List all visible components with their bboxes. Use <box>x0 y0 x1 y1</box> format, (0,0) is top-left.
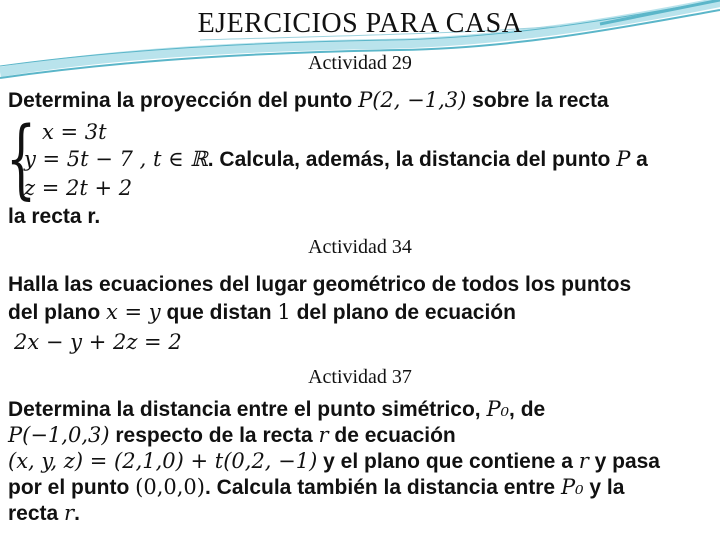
text: del plano <box>8 301 107 324</box>
activity-29-heading: Actividad 29 <box>308 52 412 74</box>
text: de ecuación <box>328 424 456 447</box>
system-brace: { <box>6 109 37 209</box>
activity-37-line-5 <box>8 500 80 527</box>
text: recta <box>8 502 65 525</box>
math: r <box>318 423 329 447</box>
math: P <box>616 147 631 171</box>
text: del plano de ecuación <box>290 301 516 324</box>
page-title: EJERCICIOS PARA CASA <box>197 8 523 39</box>
activity-29-line-2 <box>24 146 648 173</box>
text: que distan <box>160 301 278 324</box>
system-eq-z: z = 2t + 2 <box>24 176 133 200</box>
math: 2x − y + 2z = 2 <box>14 330 182 354</box>
activity-29-line-3: la recta r. <box>8 205 101 228</box>
text: a <box>630 148 648 171</box>
text: . Calcula, además, la distancia del punto <box>207 148 617 171</box>
math: (x, y, z) = (2,1,0) + t(0,2, −1) <box>8 449 318 473</box>
math: P₀ <box>560 475 584 499</box>
math: x = y <box>106 300 161 324</box>
text: , de <box>509 398 546 421</box>
text: respecto de la recta <box>109 424 319 447</box>
math: r <box>64 501 75 525</box>
activity-37-line-4 <box>8 474 624 501</box>
math: r <box>578 449 589 473</box>
activity-29-line-1 <box>8 87 609 114</box>
activity-34-line-3 <box>14 329 182 356</box>
text: sobre la recta <box>466 89 609 112</box>
activity-34-line-1: Halla las ecuaciones del lugar geométrico de todos los puntos <box>8 273 632 296</box>
activity-34-heading: Actividad 34 <box>308 236 412 258</box>
text: y la <box>583 476 625 499</box>
text: . <box>74 502 80 525</box>
text: Determina la proyección del punto <box>8 89 359 112</box>
system-eq-y: y = 5t − 7 , t ∈ ℝ <box>24 147 208 171</box>
math: P(2, −1,3) <box>358 88 467 112</box>
text: y el plano que contiene a <box>317 450 579 473</box>
text: por el punto <box>8 476 136 499</box>
activity-37-heading: Actividad 37 <box>308 366 412 388</box>
math: P(−1,0,3) <box>8 423 110 447</box>
math: 1 <box>277 300 291 324</box>
activity-37-line-2 <box>8 422 456 449</box>
system-eq-x: x = 3t <box>42 120 107 144</box>
math: P₀ <box>486 397 510 421</box>
math: (0,0,0) <box>135 475 205 499</box>
activity-37-line-3 <box>8 448 660 475</box>
text: Determina la distancia entre el punto simétrico, <box>8 398 487 421</box>
activity-37-line-1 <box>8 396 545 423</box>
text: . Calcula también la distancia entre <box>204 476 561 499</box>
text: y pasa <box>588 450 660 473</box>
activity-34-line-2 <box>8 299 516 326</box>
